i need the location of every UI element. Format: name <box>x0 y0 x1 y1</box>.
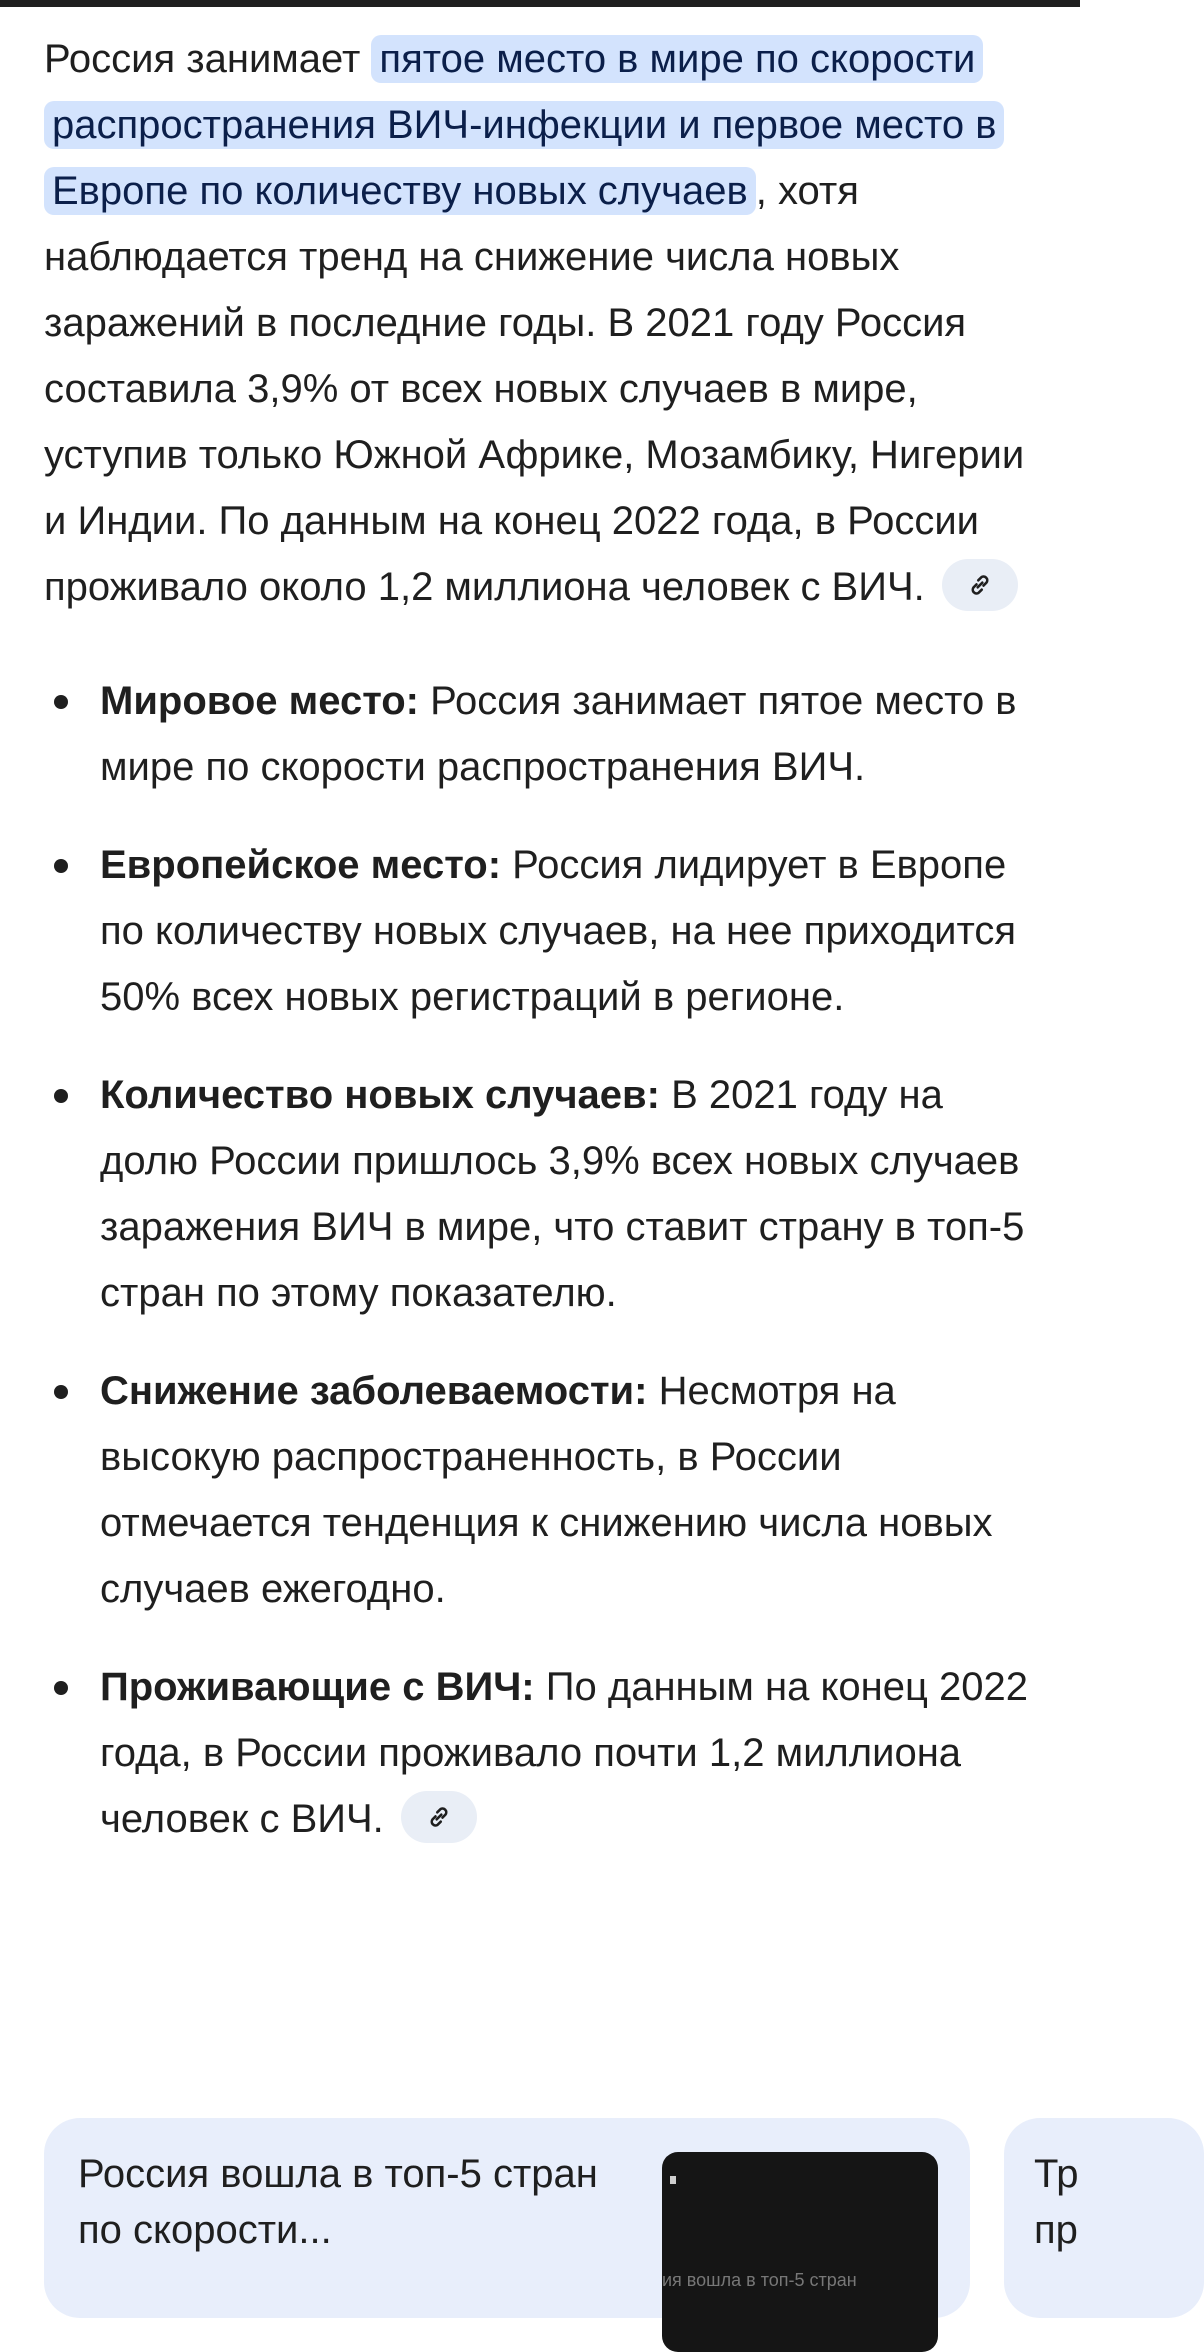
list-item-text: Россия лидирует в Европе по количеству новых случаев, на нее приходится 50% всех новых регистраций в регионе. <box>100 843 1017 1019</box>
intro-text-start: Россия занимает <box>44 37 372 81</box>
list-item-text: В 2021 году на долю России пришлось 3,9% всех новых случаев заражения ВИЧ в мире, что ставит страну в топ-5 стран по этому показателю. <box>100 1073 1025 1315</box>
list-item-title: Мировое место: <box>100 679 420 723</box>
source-link-button[interactable] <box>942 559 1018 611</box>
source-card-title: Россия вошла в топ-5 стран по скорости... <box>78 2152 598 2252</box>
list-item-title: Проживающие с ВИЧ: <box>100 1665 535 1709</box>
thumbnail-mark <box>670 2176 676 2184</box>
intro-paragraph <box>44 26 1044 620</box>
source-card[interactable] <box>44 2118 970 2318</box>
intro-text-rest: , хотя наблюдается тренд на снижение числа новых заражений в последние годы. В 2021 году Россия составила 3,9% от всех новых случаев в мире, уступив только Южной Африке, Мозамбику, Нигерии и Индии. По данным на конец 2022 года, в России проживало около 1,2 миллиона человек с ВИЧ. <box>44 169 1025 609</box>
list-item <box>44 1654 1044 1852</box>
link-icon <box>966 571 994 599</box>
source-cards-carousel <box>44 2118 1080 2290</box>
list-item-title: Европейское место: <box>100 843 502 887</box>
bullet-dot <box>54 1681 68 1695</box>
thumbnail-caption: ия вошла в топ-5 стран <box>662 2270 857 2290</box>
bullet-dot <box>54 1089 68 1103</box>
link-icon <box>425 1803 453 1831</box>
list-item-title: Количество новых случаев: <box>100 1073 660 1117</box>
answer-content <box>44 26 1044 1884</box>
source-card-title: Тр пр <box>1034 2152 1079 2252</box>
list-item-text: Несмотря на высокую распространенность, в России отмечается тенденция к снижению числа новых случаев ежегодно. <box>100 1369 993 1611</box>
list-item-text: По данным на конец 2022 года, в России проживало почти 1,2 миллиона человек с ВИЧ. <box>100 1665 1028 1841</box>
list-item <box>44 1358 1044 1622</box>
list-item-text: Россия занимает пятое место в мире по скорости распространения ВИЧ. <box>100 679 1017 789</box>
list-item <box>44 832 1044 1030</box>
facts-list <box>44 668 1044 1852</box>
source-card-thumbnail <box>662 2152 938 2352</box>
list-item-title: Снижение заболеваемости: <box>100 1369 648 1413</box>
list-item <box>44 1062 1044 1326</box>
bullet-dot <box>54 695 68 709</box>
bullet-dot <box>54 859 68 873</box>
bullet-dot <box>54 1385 68 1399</box>
list-item <box>44 668 1044 800</box>
source-card[interactable] <box>1004 2118 1204 2318</box>
source-link-button[interactable] <box>401 1791 477 1843</box>
highlighted-claim[interactable]: пятое место в мире по скорости распространения ВИЧ-инфекции и первое место в Европе по количеству новых случаев <box>44 35 1004 215</box>
top-status-strip <box>0 0 1080 7</box>
